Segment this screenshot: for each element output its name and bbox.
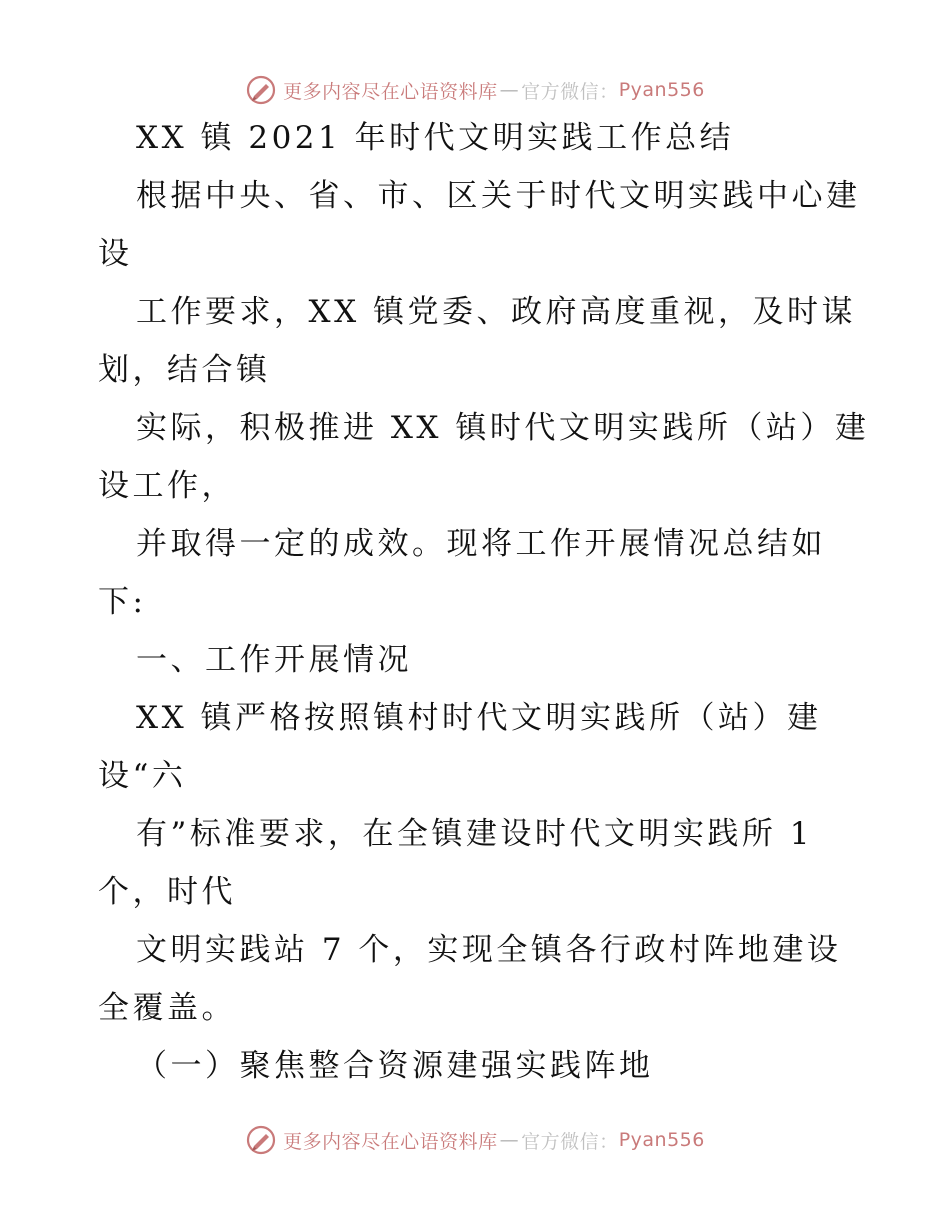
- watermark-text: 更多内容尽在心语资料库: [283, 80, 498, 103]
- paragraph-line: 设: [98, 236, 133, 272]
- paragraph-line: 文明实践站 7 个，实现全镇各行政村阵地建设: [136, 932, 842, 968]
- paragraph-line: 划，结合镇: [98, 352, 271, 388]
- watermark-id: Pyan556: [618, 1129, 705, 1151]
- watermark-separator: —: [499, 1129, 520, 1151]
- paragraph-line: 全覆盖。: [98, 990, 236, 1026]
- pen-logo-icon: [245, 74, 277, 106]
- paragraph-line: 有”标准要求，在全镇建设时代文明实践所 1: [136, 816, 813, 852]
- paragraph-line: 根据中央、省、市、区关于时代文明实践中心建: [136, 178, 861, 214]
- pen-logo-icon: [245, 1124, 277, 1156]
- subsection-heading: （一）聚焦整合资源建强实践阵地: [136, 1048, 654, 1084]
- paragraph-line: 设“六: [98, 758, 187, 794]
- section-heading: 一、工作开展情况: [136, 642, 412, 678]
- watermark-header: [0, 70, 950, 110]
- paragraph-line: 实际，积极推进 XX 镇时代文明实践所（站）建: [136, 410, 870, 446]
- paragraph-line: 工作要求，XX 镇党委、政府高度重视，及时谋: [136, 294, 856, 330]
- watermark-text: 更多内容尽在心语资料库: [283, 1130, 498, 1153]
- watermark-footer: [0, 1120, 950, 1160]
- watermark-id: Pyan556: [618, 79, 705, 101]
- paragraph-line: 个，时代: [98, 874, 236, 910]
- document-title: XX 镇 2021 年时代文明实践工作总结: [136, 120, 735, 156]
- paragraph-line: 设工作，: [98, 468, 236, 504]
- paragraph-line: 并取得一定的成效。现将工作开展情况总结如: [136, 526, 826, 562]
- watermark-label: 官方微信：: [521, 1130, 619, 1153]
- watermark-separator: —: [499, 79, 520, 101]
- paragraph-line: XX 镇严格按照镇村时代文明实践所（站）建: [136, 700, 822, 736]
- watermark-label: 官方微信：: [521, 80, 619, 103]
- paragraph-line: 下:: [98, 584, 147, 620]
